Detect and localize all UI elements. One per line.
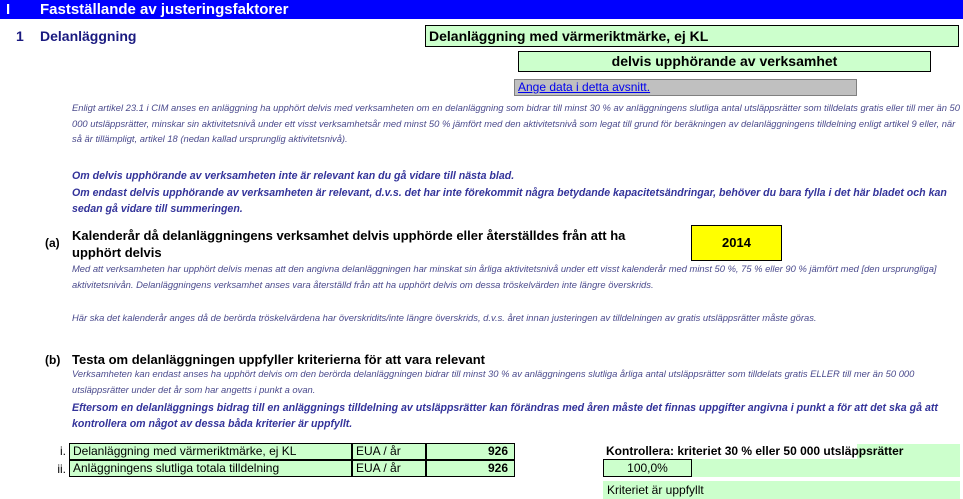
- part-b-note: Verksamheten kan endast anses ha upphört delvis om den berörda delanläggningen bidrar till minst 30 % av anläggningens slutliga årliga antal utsläppsrätter som tilldelats gratis ELLER till mer än 50 000 utsläppsrätter under det år som har angetts i punkt a ovan.: [72, 368, 915, 395]
- part-a-question: Kalenderår då delanläggningens verksamhet delvis upphörde eller återställdes från att ha upphört delvis: [72, 228, 626, 260]
- enter-data-link[interactable]: Ange data i detta avsnitt.: [514, 79, 857, 96]
- part-b-question: Testa om delanläggningen uppfyller kriterierna för att vara relevant: [72, 352, 485, 367]
- row-label: Anläggningens slutliga totala tilldelning: [69, 460, 352, 477]
- section-title: Delanläggning: [40, 28, 137, 44]
- check-heading: Kontrollera: kriteriet 30 % eller 50 000 utsläppsrätter: [606, 444, 904, 458]
- intro-note-skip: Om delvis upphörande av verksamheten inte är relevant kan du gå vidare till nästa blad.: [72, 170, 515, 182]
- row-value: 926: [426, 460, 515, 477]
- header-title: Fastställande av justeringsfaktorer: [40, 1, 289, 18]
- part-a-note: Med att verksamheten har upphört delvis menas att den angivna delanläggningen har minskat sin årliga aktivitetsnivå under ett visst kalenderår med minst 50 %, 75 % eller 90 % jämfört med [den ursprungliga] aktivitetsnivån. Delanläggningens verksamhet anses vara återställd från att ha upphört delvis om dessa tröskelvärden inte längre överskrids.: [72, 263, 937, 290]
- row-unit: EUA / år: [352, 443, 426, 460]
- criterion-result-cell: Kriteriet är uppfyllt: [603, 481, 960, 499]
- row-index: ii.: [57, 462, 66, 476]
- section-number: 1: [16, 28, 24, 44]
- status-cell: delvis upphörande av verksamhet: [518, 51, 931, 72]
- percentage-filler-cell: [692, 459, 960, 477]
- row-index: i.: [60, 444, 66, 458]
- part-a-label: (a): [45, 236, 60, 250]
- section-header-bar: [0, 0, 963, 19]
- year-input[interactable]: 2014: [691, 225, 782, 261]
- percentage-cell: 100,0%: [603, 459, 692, 477]
- row-value: 926: [426, 443, 515, 460]
- intro-paragraph: Enligt artikel 23.1 i CIM anses en anläggning ha upphört delvis med verksamheten om en delanläggning som bidrar till minst 30 % av anläggningens slutliga antal utsläppsrätter som tilldelats gratis eller till mer än 50 000 utsläppsrätter, minskar sin aktivitetsnivå under ett visst verksamhetsår med minst 50 % jämfört med den aktivitetsnivå som legat till grund för beräkningen av delanläggningens tilldelning enligt artikel 9 eller, när så är tillämpligt, artikel 18 (nedan kallad ursprunglig aktivitetsnivå).: [72, 102, 960, 145]
- part-b-label: (b): [45, 353, 61, 367]
- part-b-note-2: Eftersom en delanläggnings bidrag till en anläggnings tilldelning av utsläppsrätter kan förändras med åren måste det finnas uppgifter angivna i punkt a för att det ska gå att kontrollera om något av dessa båda kriterier är uppfyllt.: [72, 402, 938, 430]
- row-label: Delanläggning med värmeriktmärke, ej KL: [69, 443, 352, 460]
- header-number: I: [6, 1, 11, 18]
- sub-installation-name-cell: Delanläggning med värmeriktmärke, ej KL: [425, 25, 959, 47]
- intro-note-summary: Om endast delvis upphörande av verksamheten är relevant, d.v.s. det har inte förekommit några betydande kapacitetsändringar, behöver du bara fylla i det här bladet och kan sedan gå vidare till summeringen.: [72, 187, 947, 215]
- part-a-note-2: Här ska det kalenderår anges då de berörda tröskelvärdena har överskridits/inte längre överskrids, d.v.s. året innan justeringen av tilldelningen av gratis utsläppsrätter måste göras.: [72, 312, 817, 323]
- row-unit: EUA / år: [352, 460, 426, 477]
